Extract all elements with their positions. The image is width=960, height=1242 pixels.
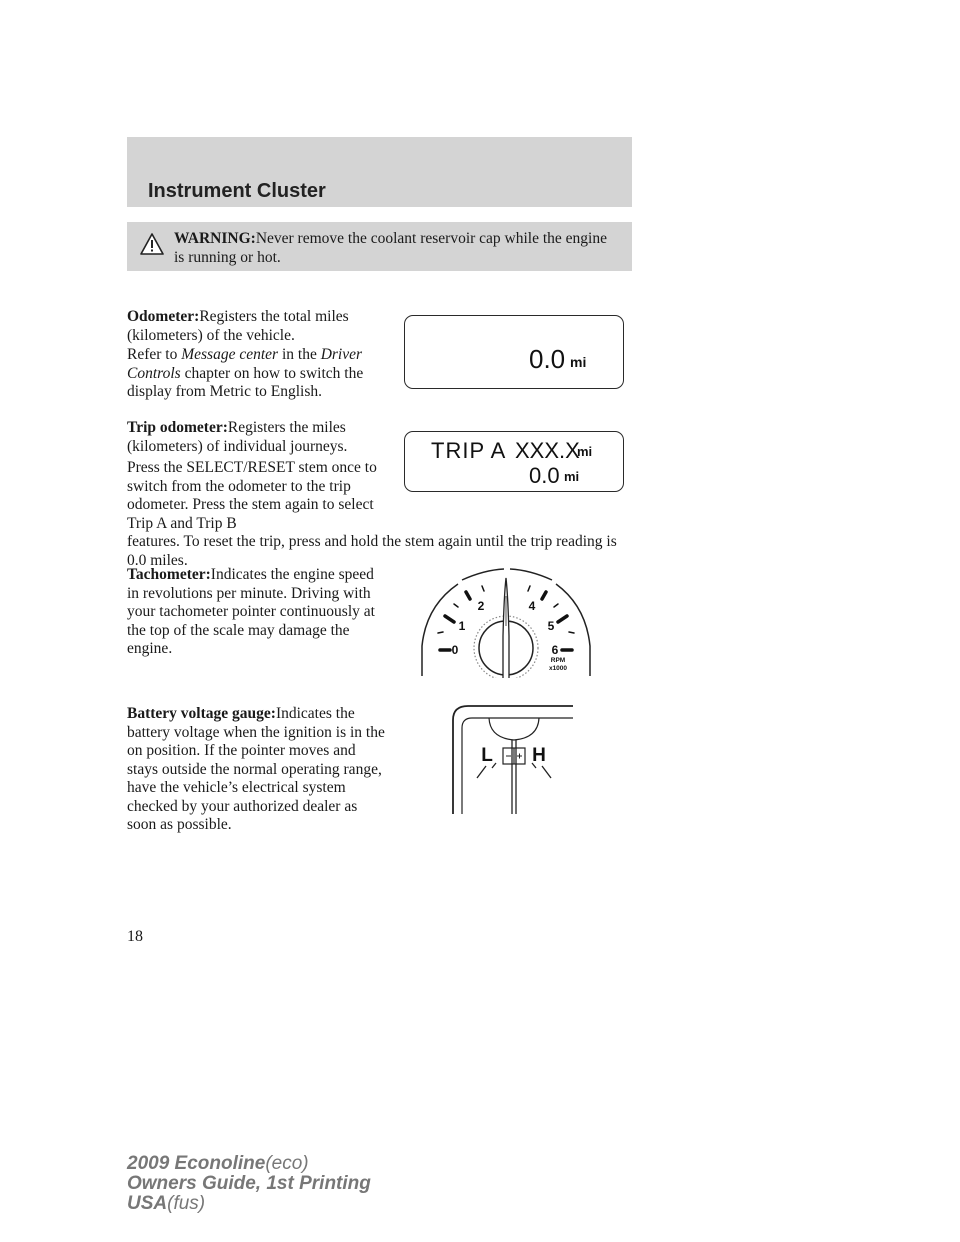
trip-display-unit-top: mi — [577, 444, 593, 459]
tach-unit-rpm: RPM — [550, 657, 566, 664]
footer-market: USA — [127, 1193, 168, 1214]
battery-term: Battery voltage gauge: — [127, 705, 276, 722]
battery-paragraph — [127, 705, 389, 835]
tachometer-term: Tachometer: — [127, 566, 211, 583]
battery-high-label: H — [532, 745, 546, 766]
refer-mid: in the — [278, 346, 321, 363]
trip-press-paragraph-cont — [127, 533, 627, 570]
tach-tick-label-1: 1 — [458, 619, 466, 633]
odometer-term: Odometer: — [127, 308, 200, 325]
footer-model: 2009 Econoline — [127, 1153, 266, 1174]
tach-tick-label-6: 6 — [551, 643, 559, 657]
warning-text — [174, 229, 619, 267]
trip-odometer-desc: Registers the miles (kilometers) of individual journeys. — [127, 419, 348, 455]
odometer-display-unit: mi — [570, 354, 587, 370]
warning-body: Never remove the coolant reservoir cap while the engine is running or hot. — [174, 230, 607, 266]
footer-line-3 — [127, 1194, 205, 1214]
refer-suffix: chapter on how to switch the display from Metric to English. — [127, 364, 364, 400]
battery-gauge-illustration — [450, 702, 576, 816]
tachometer-desc: Indicates the engine speed in revolutions per minute. Driving with your tachometer pointer continuously at the top of the scale may damage the engine. — [127, 566, 375, 657]
tachometer-gauge-illustration — [418, 566, 594, 678]
footer-model-code: (eco) — [265, 1153, 309, 1174]
tach-tick-label-0: 0 — [451, 643, 459, 657]
trip-display-unit-bottom: mi — [564, 469, 580, 484]
trip-odometer-display — [404, 431, 624, 492]
footer-line-2: Owners Guide, 1st Printing — [127, 1173, 371, 1194]
trip-odometer-paragraph — [127, 419, 389, 456]
odometer-display-value: 0.0 — [529, 344, 566, 374]
trip-press-paragraph — [127, 459, 389, 533]
odometer-paragraph — [127, 308, 389, 345]
footer-line-1 — [127, 1154, 309, 1174]
trip-display-label: TRIP A — [431, 438, 507, 463]
tach-tick-label-4: 4 — [528, 599, 536, 613]
trip-display-value-bottom: 0.0 — [529, 463, 560, 488]
trip-odometer-term: Trip odometer: — [127, 419, 228, 436]
driver-controls-ref: Driver Controls — [127, 346, 363, 382]
tachometer-paragraph — [127, 566, 389, 659]
battery-desc: Indicates the battery voltage when the ignition is in the on position. If the pointer moves and stays outside the normal operating range, have the vehicle’s electrical system checked by your authorized dealer as soon as possible. — [127, 705, 385, 833]
odometer-refer-paragraph — [127, 346, 389, 402]
footer-market-code: (fus) — [167, 1193, 206, 1214]
battery-low-label: L — [481, 745, 493, 766]
tach-tick-label-5: 5 — [547, 619, 555, 633]
warning-triangle-icon — [140, 233, 164, 255]
message-center-ref: Message center — [181, 346, 279, 363]
tach-unit-multiplier: x1000 — [548, 665, 568, 672]
odometer-desc: Registers the total miles (kilometers) of the vehicle. — [127, 308, 349, 344]
trip-display-value-top: XXX.X — [515, 438, 580, 463]
odometer-display — [404, 315, 624, 389]
section-title: Instrument Cluster — [148, 180, 326, 202]
trip-press-text-cont: features. To reset the trip, press and hold the stem again until the trip reading is 0.0 miles. — [127, 533, 617, 569]
tach-tick-label-2: 2 — [477, 599, 485, 613]
trip-press-text: Press the SELECT/RESET stem once to switch from the odometer to the trip odometer. Press the stem again to select Trip A and Trip B — [127, 459, 377, 532]
warning-label: WARNING: — [174, 230, 256, 247]
refer-prefix: Refer to — [127, 346, 182, 363]
page-number: 18 — [127, 928, 143, 945]
